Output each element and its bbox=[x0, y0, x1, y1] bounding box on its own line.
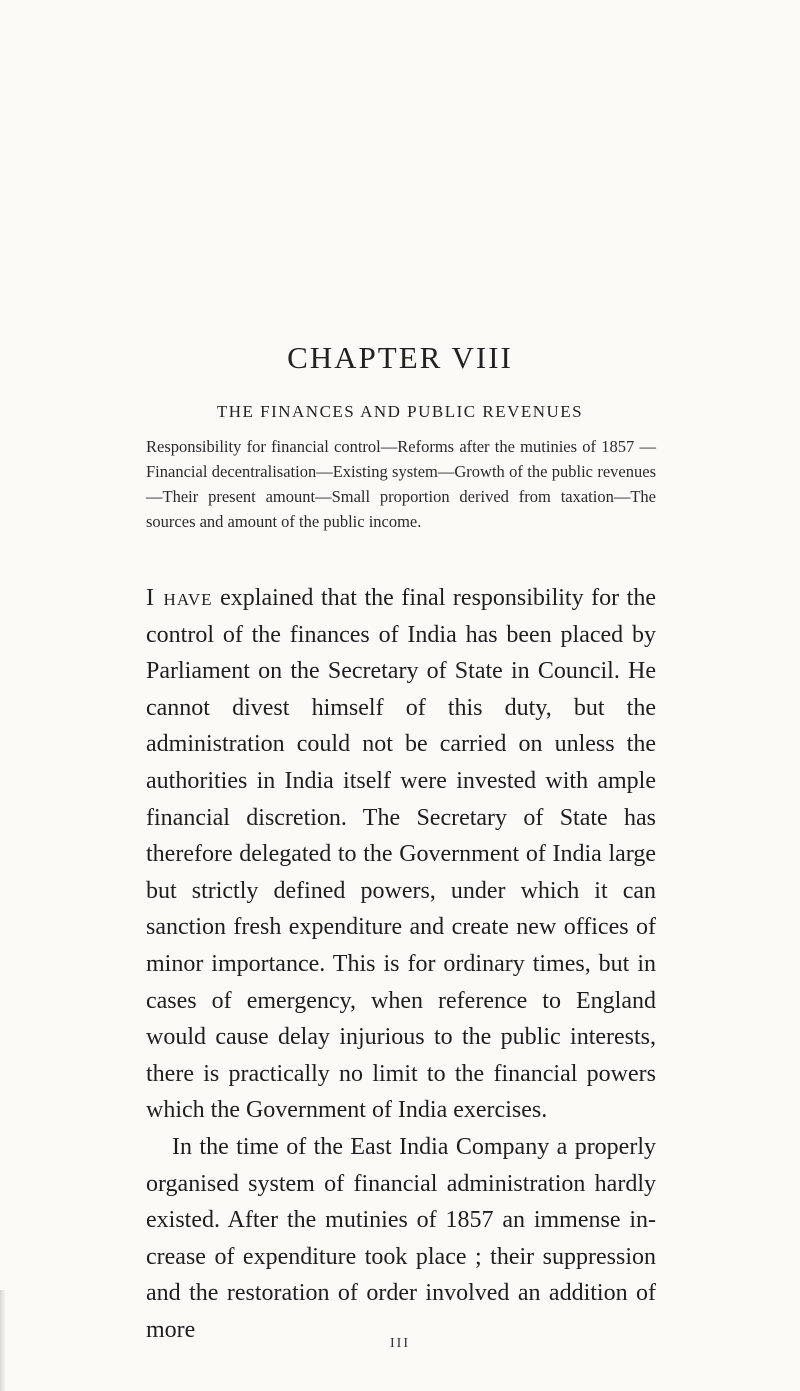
page-edge-shadow bbox=[0, 1290, 6, 1391]
paragraph-1-text: explained that the final responsibility for the control of the finances of India has been placed by Parliament on the Secretary of State in Council. He cannot divest himself of this duty, but the administration could not be carried on unless the authorities in India itself were invested with ample financial discretion. The Secretary of State has therefore delegated to the Government of India large but strictly defined powers, under which it can sanction fresh expenditure and create new offices of minor importance. This is for ordinary times, but in cases of emergency, when reference to England would cause delay injurious to the public interests, there is practically no limit to the financial powers which the Government of India exercises. bbox=[146, 585, 656, 1124]
chapter-title: THE FINANCES AND PUBLIC REVENUES bbox=[216, 402, 584, 421]
chapter-heading: CHAPTER VIII bbox=[287, 340, 513, 375]
paragraph-1 bbox=[146, 580, 656, 1129]
chapter-summary: Responsibility for financial control—Reforms after the mutinies of 1857 —Financial decentralisation—Existing system—Growth of the public revenues—Their present amount—Small proportion derived from taxation—The sources and amount of the public income. bbox=[146, 437, 656, 531]
paragraph-2: In the time of the East India Company a properly organised system of financial administration hardly existed. After the mutinies of 1857 an immense increase of expenditure took place ; their suppression and the restoration of order involved an addition of more bbox=[146, 1133, 656, 1343]
page-number: III bbox=[390, 1336, 410, 1351]
paragraph-1-lead: I have bbox=[146, 585, 213, 611]
body-text bbox=[146, 580, 656, 1348]
